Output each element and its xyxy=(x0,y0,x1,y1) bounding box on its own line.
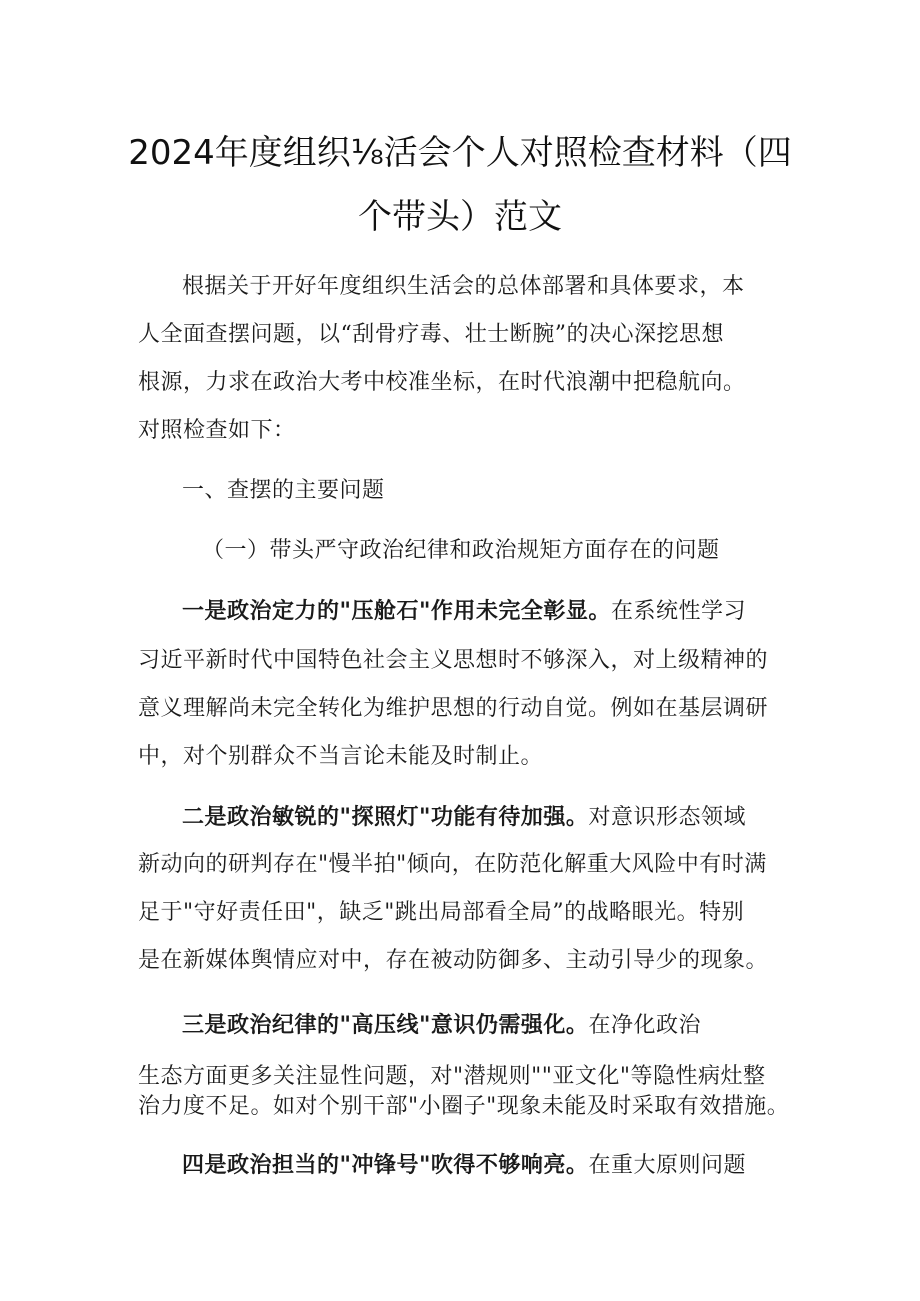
paragraph-2-line-4: 是在新媒体舆情应对中，存在被动防御多、主动引导少的现象。 xyxy=(138,948,769,973)
intro-line-1: 根据关于开好年度组织生活会的总体部署和具体要求，本 xyxy=(182,274,745,299)
paragraph-2-line-3: 足于"守好责任田"，缺乏"跳出局部看全局”的战略眼光。特别 xyxy=(138,900,745,925)
paragraph-3-line-2: 生态方面更多关注显性问题，对"潜规则""亚文化"等隐性病灶整 xyxy=(138,1064,766,1089)
paragraph-1-line-2: 习近平新时代中国特色社会主义思想时不够深入，对上级精神的 xyxy=(138,648,769,673)
paragraph-1-first-rest: 在系统性学习 xyxy=(610,599,746,624)
paragraph-1-first-line xyxy=(182,600,746,623)
paragraph-1-line-3: 意义理解尚未完全转化为维护思想的行动自觉。例如在基层调研 xyxy=(138,696,769,721)
paragraph-4-first-line xyxy=(182,1154,746,1177)
intro-line-2: 人全面查摆问题，以“刮骨疗毒、壮士断腕”的决心深挖思想 xyxy=(138,322,724,347)
paragraph-2-first-rest: 对意识形态领域 xyxy=(588,805,746,830)
paragraph-3-first-line xyxy=(182,1014,701,1037)
paragraph-3-lead: 三是政治纪律的"高压线"意识仍需强化。 xyxy=(182,1012,589,1038)
document-title-line-2: 个带头）范文 xyxy=(358,197,562,237)
paragraph-2-first-line xyxy=(182,806,746,829)
paragraph-4-lead: 四是政治担当的"冲锋号"吹得不够响亮。 xyxy=(182,1152,589,1178)
paragraph-4-first-rest: 在重大原则问题 xyxy=(588,1153,746,1178)
paragraph-2-lead: 二是政治敏锐的"探照灯"功能有待加强。 xyxy=(182,804,589,830)
paragraph-1-line-4: 中，对个别群众不当言论未能及时制止。 xyxy=(138,744,544,769)
intro-line-3: 根源，力求在政治大考中校准坐标，在时代浪潮中把稳航向。 xyxy=(138,370,746,395)
paragraph-3-line-3: 治力度不足。如对个别干部"小圈子"现象未能及时采取有效措施。 xyxy=(138,1094,790,1119)
section-heading: 一、查摆的主要问题 xyxy=(182,478,385,503)
paragraph-3-first-rest: 在净化政治 xyxy=(588,1013,701,1038)
paragraph-2-line-2: 新动向的研判存在"慢半拍"倾向，在防范化解重大风险中有时满 xyxy=(138,852,767,877)
document-title-line-1: 2024年度组织⅛活会个人对照检查材料（四 xyxy=(128,133,792,173)
intro-line-4: 对照检查如下： xyxy=(138,418,296,443)
paragraph-1-lead: 一是政治定力的"压舱石"作用未完全彰显。 xyxy=(182,598,611,624)
section-subheading: （一）带头严守政治纪律和政治规矩方面存在的问题 xyxy=(202,538,720,563)
